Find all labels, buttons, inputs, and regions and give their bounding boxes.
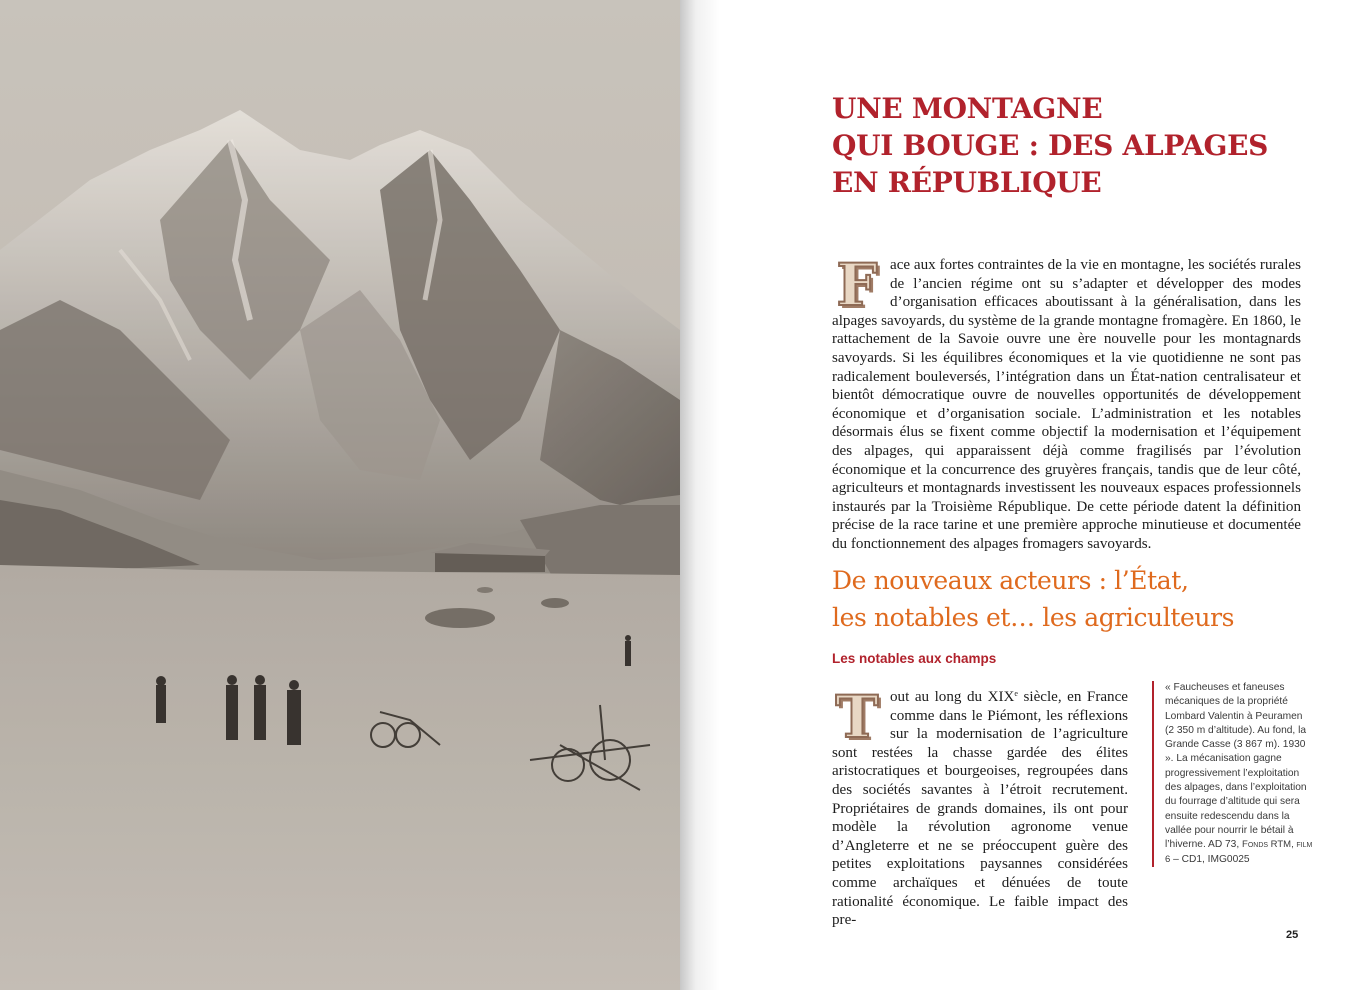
dropcap-t: T (832, 691, 882, 743)
body-text-rest: siècle, en France comme dans le Piémont, les réflexions sur la modernisation de l’agriculture sont restées la chasse gardée des élites aristocratiques et bourgeoises, regroupées dans des sociétés savantes à l’étroit recrutement. Propriétaires de grands domaines, ils ont pour modèle la révolution agronome venue d’Angleterre et ne se préoccupent guère des petites exploitations paysannes considérées comme archaïques et dénuées de toute rationalité économique. Le faible impact des pre- (832, 689, 1128, 929)
gutter-shadow (680, 0, 720, 990)
section-heading-line: De nouveaux acteurs : l’État, (832, 566, 1189, 595)
caption-text: « Faucheuses et faneuses mécaniques de la propriété Lombard Valentin à Peuramen (2 350 m d’altitude). Au fond, la Grande Casse (3 867 m). 1930 ». La mécanisation gagne progressivement l’exploitation des alpages, dans l’exploitation du fourrage d’altitude qui sera ensuite redescendu dans la vallée pour nourrir le bétail à l’hiverne. AD 73, (1165, 682, 1307, 851)
section-heading-line: les notables et… les agriculteurs (832, 603, 1235, 632)
dropcap-f: F (832, 259, 882, 311)
title-line: QUI BOUGE : DES ALPAGES (832, 129, 1269, 162)
subheading: Les notables aux champs (832, 651, 997, 666)
photo-caption (1152, 681, 1313, 867)
intro-paragraph (832, 251, 1301, 554)
title-line: EN RÉPUBLIQUE (832, 166, 1102, 199)
chapter-title (832, 90, 1312, 201)
title-line: UNE MONTAGNE (832, 92, 1103, 125)
caption-source: Fonds RTM, film 6 (1165, 839, 1313, 865)
caption-source-tail: – CD1, IMG0025 (1170, 853, 1250, 865)
century-superscript: e (1014, 689, 1018, 698)
page-number: 25 (1286, 929, 1299, 941)
section-heading (832, 562, 1302, 636)
body-text-start: out au long du XIX (890, 689, 1015, 705)
intro-text: ace aux fortes contraintes de la vie en montagne, les sociétés rurales de l’ancien régime ont su s’adapter et développer des modes d’organisation efficaces aboutissant à la généralisation, dans les alpages savoyards, du système de la grande montagne fromagère. En 1860, le rattachement de la Savoie ouvre une ère nouvelle pour les montagnards savoyards. Si les équilibres économiques et la vie quotidienne ne sont pas radicalement bouleversés, l’intégration dans un État-nation centralisateur et bientôt démocratique ouvre de nouvelles opportunités de développement économique et d’organisation sociale. L’administration et les notables désormais élus se fixent comme objectif la modernisation et l’équipement des alpages, qui apparaissent déjà comme fragilisés par l’évolution économique et la concurrence des gruyères français, tandis que de leur côté, agriculteurs et montagnards investissent les nouveaux espaces professionnels instaurés par la Troisième République. De cette période datent la définition précise de la race tarine et une première approche minutieuse et documentée du fonctionnement des alpages fromagers savoyards. (832, 257, 1301, 552)
body-paragraph (832, 683, 1128, 930)
